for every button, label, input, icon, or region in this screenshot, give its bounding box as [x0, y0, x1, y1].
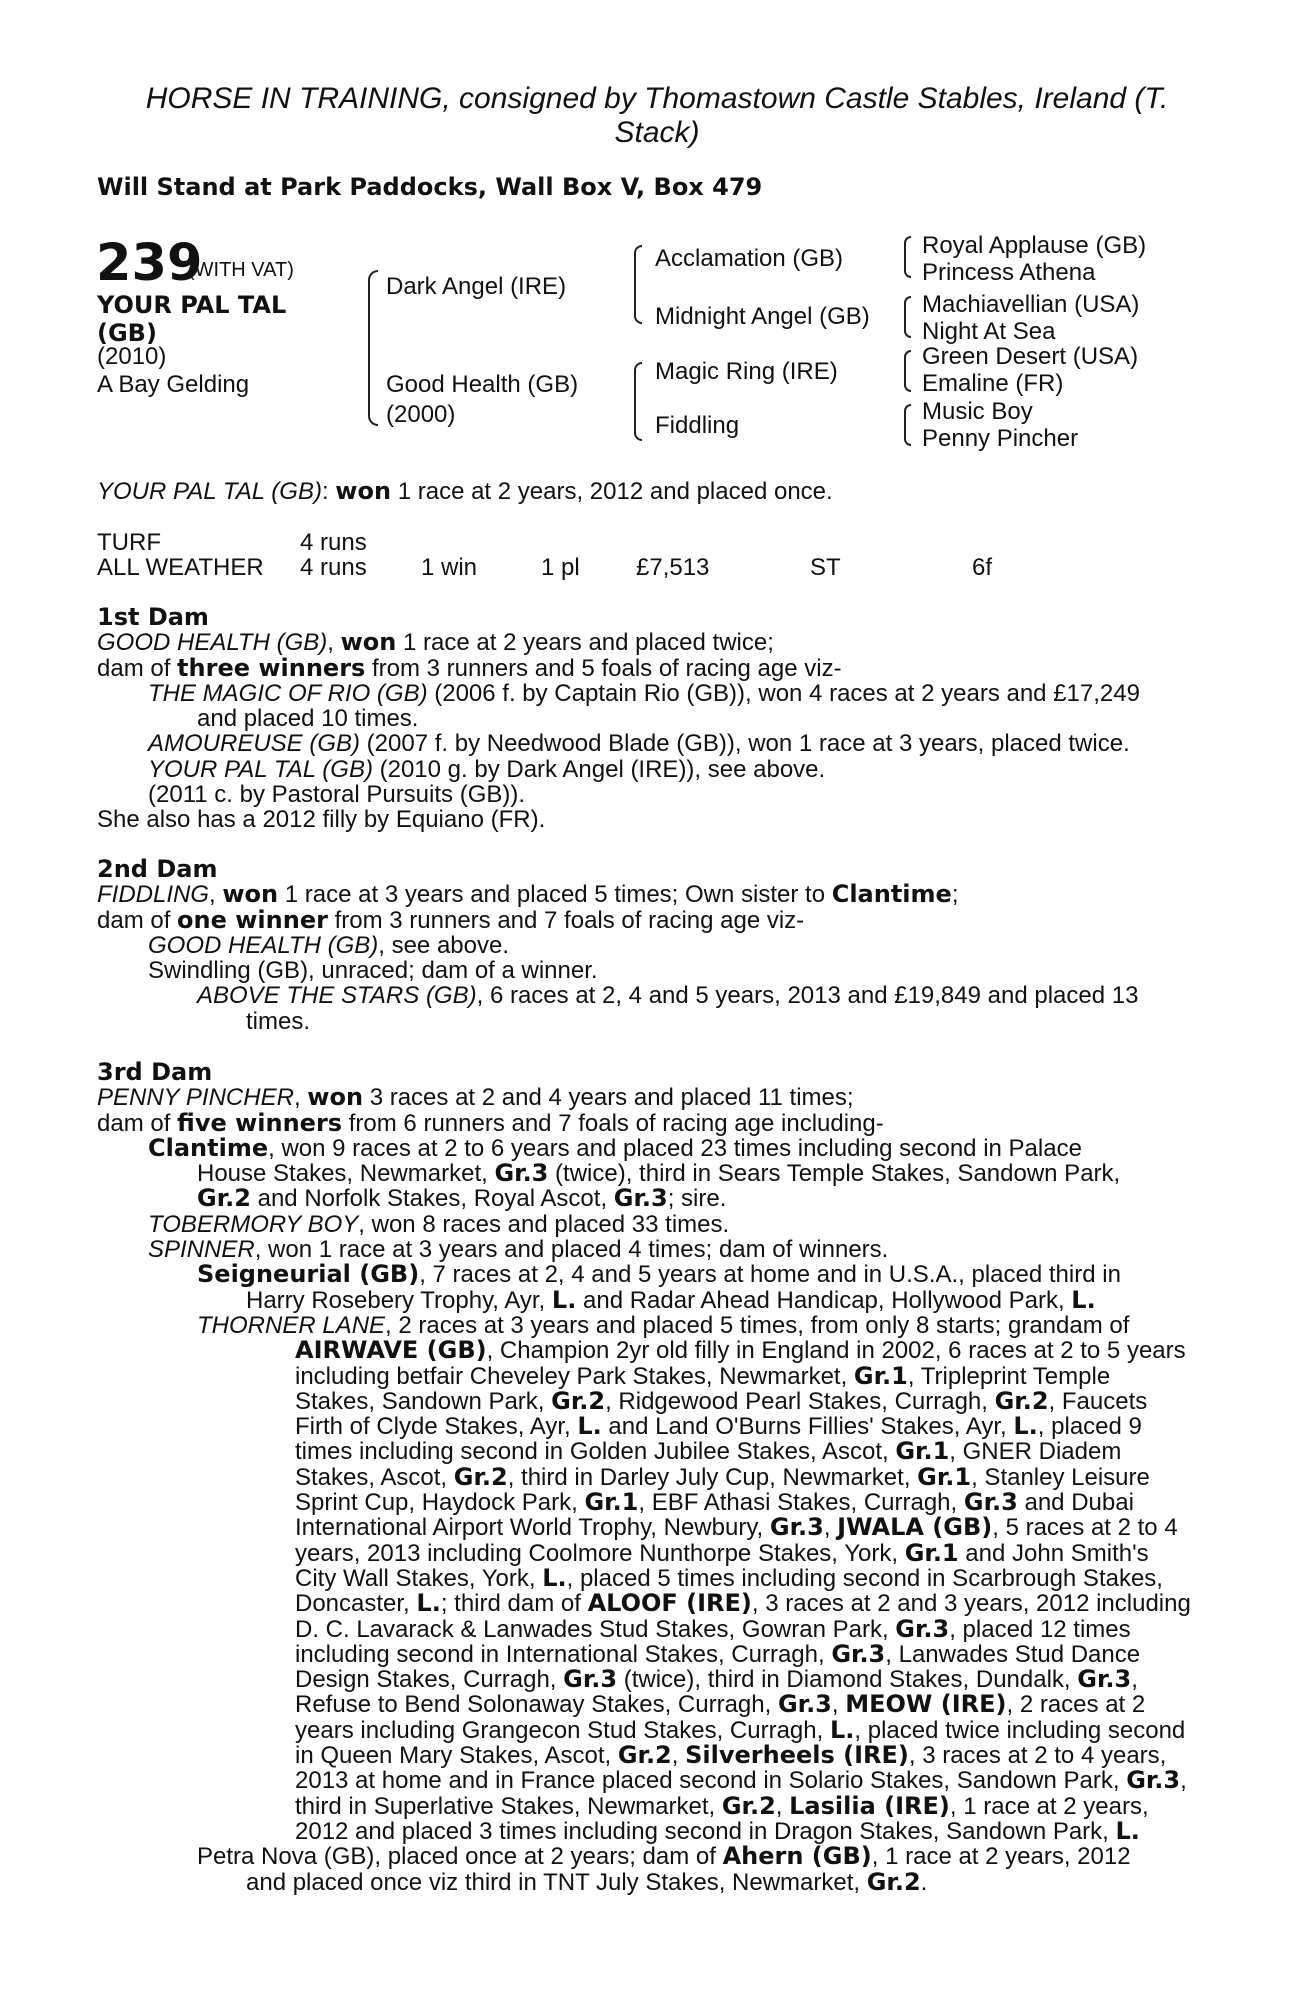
second-dam-line: FIDDLING, won 1 race at 3 years and placed 5 times; Own sister to Clantime; [97, 880, 959, 909]
stats-turf-label: TURF [97, 529, 161, 556]
stats-aw-runs: 4 runs [300, 554, 367, 581]
third-dam-section [97, 1060, 1191, 1895]
third-dam-line: Sprint Cup, Haydock Park, Gr.1, EBF Athasi Stakes, Curragh, Gr.3 and Dubai [295, 1488, 1134, 1517]
first-dam-section [97, 605, 1140, 833]
third-dam-line: 2012 and placed 3 times including second in Dragon Stakes, Sandown Park, L. [295, 1816, 1140, 1845]
pedigree-brace-g4 [904, 404, 911, 446]
third-dam-line: Seigneurial (GB), 7 races at 2, 4 and 5 years at home and in U.S.A., placed third in [197, 1260, 1121, 1289]
third-dam-line: House Stakes, Newmarket, Gr.3 (twice), third in Sears Temple Stakes, Sandown Park, [197, 1159, 1121, 1188]
pedigree-brace-g1 [904, 236, 911, 278]
pedigree-brace-g2 [904, 296, 911, 338]
pedigree-dam-dam: Fiddling [655, 412, 740, 439]
pedigree-g4: Night At Sea [922, 318, 1056, 345]
stats-aw-distance: 6f [972, 554, 993, 581]
vat-note: (WITH VAT) [188, 259, 294, 281]
race-summary: YOUR PAL TAL (GB): won 1 race at 2 years, 2012 and placed once. [97, 477, 833, 505]
stats-aw-wins: 1 win [421, 554, 478, 581]
first-dam-line: YOUR PAL TAL (GB) (2010 g. by Dark Angel (IRE)), see above. [148, 755, 826, 783]
third-dam-line: Stakes, Ascot, Gr.2, third in Darley July Cup, Newmarket, Gr.1, Stanley Leisure [295, 1462, 1150, 1491]
summary-won: won [335, 477, 392, 505]
pedigree-brace-g3 [904, 350, 911, 392]
third-dam-line: years, 2013 including Coolmore Nunthorpe Stakes, York, Gr.1 and John Smith's [295, 1538, 1149, 1567]
pedigree-sire-dam: Midnight Angel (GB) [655, 303, 870, 330]
third-dam-line: Doncaster, L.; third dam of ALOOF (IRE), 3 races at 2 and 3 years, 2012 including [295, 1589, 1191, 1618]
pedigree-brace-sire [634, 245, 642, 324]
third-dam-line: including betfair Cheveley Park Stakes, Newmarket, Gr.1, Tripleprint Temple [295, 1361, 1111, 1390]
third-dam-line: PENNY PINCHER, won 3 races at 2 and 4 years and placed 11 times; [97, 1083, 854, 1112]
third-dam-line: third in Superlative Stakes, Newmarket, Gr.2, Lasilia (IRE), 1 race at 2 years, [295, 1791, 1149, 1820]
second-dam-line: times. [246, 1007, 311, 1035]
third-dam-line: years including Grangecon Stud Stakes, Curragh, L., placed twice including second [295, 1715, 1186, 1744]
third-dam-line: AIRWAVE (GB), Champion 2yr old filly in England in 2002, 6 races at 2 to 5 years [295, 1336, 1186, 1365]
pedigree-g3: Machiavellian (USA) [922, 291, 1140, 318]
third-dam-line: times including second in Golden Jubilee Stakes, Ascot, Gr.1, GNER Diadem [295, 1437, 1122, 1466]
first-dam-line: dam of three winners from 3 runners and 5 foals of racing age viz- [97, 653, 842, 682]
first-dam-line: THE MAGIC OF RIO (GB) (2006 f. by Captain Rio (GB)), won 4 races at 2 years and £17,249 [148, 679, 1140, 707]
page-title: HORSE IN TRAINING, consigned by Thomastown Castle Stables, Ireland (T. Stack) [145, 82, 1169, 149]
pedigree-g2: Princess Athena [922, 259, 1096, 286]
third-dam-line: Firth of Clyde Stakes, Ayr, L. and Land O'Burns Fillies' Stakes, Ayr, L., placed 9 [295, 1412, 1142, 1441]
second-dam-section [97, 857, 1138, 1034]
second-dam-line: ABOVE THE STARS (GB), 6 races at 2, 4 and 5 years, 2013 and £19,849 and placed 13 [197, 982, 1139, 1010]
third-dam-line: THORNER LANE, 2 races at 3 years and placed 5 times, from only 8 starts; grandam of [197, 1311, 1130, 1339]
pedigree-dam-year: (2000) [386, 401, 456, 428]
first-dam-heading: 1st Dam [97, 603, 209, 631]
third-dam-line: International Airport World Trophy, Newbury, Gr.3, JWALA (GB), 5 races at 2 to 4 [295, 1513, 1178, 1542]
pedigree-dam: Good Health (GB) [386, 371, 579, 398]
pedigree-sire-sire: Acclamation (GB) [655, 245, 844, 272]
lot-number: 239 [96, 234, 203, 293]
stats-aw-going: ST [810, 554, 841, 581]
third-dam-line: TOBERMORY BOY, won 8 races and placed 33 times. [148, 1210, 730, 1238]
third-dam-line: including second in International Stakes, Curragh, Gr.3, Lanwades Stud Dance [295, 1639, 1141, 1668]
pedigree-g5: Green Desert (USA) [922, 343, 1139, 370]
first-dam-line: GOOD HEALTH (GB), won 1 race at 2 years and placed twice; [97, 628, 774, 657]
horse-name: YOUR PAL TAL (GB) [97, 291, 287, 347]
pedigree-brace-dam [634, 362, 642, 441]
third-dam-heading: 3rd Dam [97, 1058, 213, 1086]
pedigree-sire: Dark Angel (IRE) [386, 273, 567, 300]
third-dam-line: Gr.2 and Norfolk Stakes, Royal Ascot, Gr.3; sire. [197, 1184, 727, 1213]
pedigree-g7: Music Boy [922, 398, 1033, 425]
third-dam-line: Harry Rosebery Trophy, Ayr, L. and Radar Ahead Handicap, Hollywood Park, L. [246, 1285, 1096, 1314]
stand-location: Will Stand at Park Paddocks, Wall Box V, Box 479 [97, 173, 763, 201]
summary-rest: 1 race at 2 years, 2012 and placed once. [391, 478, 833, 505]
second-dam-heading: 2nd Dam [97, 855, 218, 883]
pedigree-g6: Emaline (FR) [922, 370, 1064, 397]
second-dam-line: Swindling (GB), unraced; dam of a winner. [148, 957, 598, 985]
first-dam-line: AMOUREUSE (GB) (2007 f. by Needwood Blade (GB)), won 1 race at 3 years, placed twice. [148, 730, 1130, 758]
pedigree-dam-sire: Magic Ring (IRE) [655, 358, 838, 385]
third-dam-line: Stakes, Sandown Park, Gr.2, Ridgewood Pearl Stakes, Curragh, Gr.2, Faucets [295, 1386, 1148, 1415]
third-dam-line: Refuse to Bend Solonaway Stakes, Curragh, Gr.3, MEOW (IRE), 2 races at 2 [295, 1690, 1146, 1719]
third-dam-line: 2013 at home and in France placed second in Solario Stakes, Sandown Park, Gr.3, [295, 1766, 1187, 1795]
stats-aw-label: ALL WEATHER [97, 554, 264, 581]
pedigree-brace-main [368, 270, 378, 426]
third-dam-line: SPINNER, won 1 race at 3 years and placed 4 times; dam of winners. [148, 1236, 889, 1264]
third-dam-line: Design Stakes, Curragh, Gr.3 (twice), third in Diamond Stakes, Dundalk, Gr.3, [295, 1665, 1138, 1694]
first-dam-line: She also has a 2012 filly by Equiano (FR). [97, 806, 546, 834]
third-dam-line: D. C. Lavarack & Lanwades Stud Stakes, Gowran Park, Gr.3, placed 12 times [295, 1614, 1131, 1643]
third-dam-line: dam of five winners from 6 runners and 7 foals of racing age including- [97, 1108, 884, 1137]
third-dam-line: and placed once viz third in TNT July Stakes, Newmarket, Gr.2. [246, 1867, 928, 1896]
pedigree-g1: Royal Applause (GB) [922, 232, 1147, 259]
horse-description: A Bay Gelding [97, 371, 250, 398]
summary-horse-name: YOUR PAL TAL (GB) [97, 478, 322, 505]
third-dam-line: Clantime, won 9 races at 2 to 6 years and placed 23 times including second in Palace [148, 1133, 1082, 1162]
third-dam-line: Petra Nova (GB), placed once at 2 years; dam of Ahern (GB), 1 race at 2 years, 2012 [197, 1842, 1131, 1871]
stats-aw-prize: £7,513 [636, 554, 710, 581]
third-dam-line: City Wall Stakes, York, L., placed 5 times including second in Scarbrough Stakes, [295, 1563, 1163, 1592]
second-dam-line: GOOD HEALTH (GB), see above. [148, 931, 510, 959]
pedigree-g8: Penny Pincher [922, 425, 1079, 452]
stats-turf-runs: 4 runs [300, 529, 367, 556]
first-dam-line: (2011 c. by Pastoral Pursuits (GB)). [148, 781, 526, 809]
second-dam-line: dam of one winner from 3 runners and 7 foals of racing age viz- [97, 905, 805, 934]
stats-aw-places: 1 pl [541, 554, 580, 581]
third-dam-line: in Queen Mary Stakes, Ascot, Gr.2, Silverheels (IRE), 3 races at 2 to 4 years, [295, 1741, 1167, 1770]
first-dam-line: and placed 10 times. [197, 705, 419, 733]
horse-year: (2010) [97, 343, 167, 370]
